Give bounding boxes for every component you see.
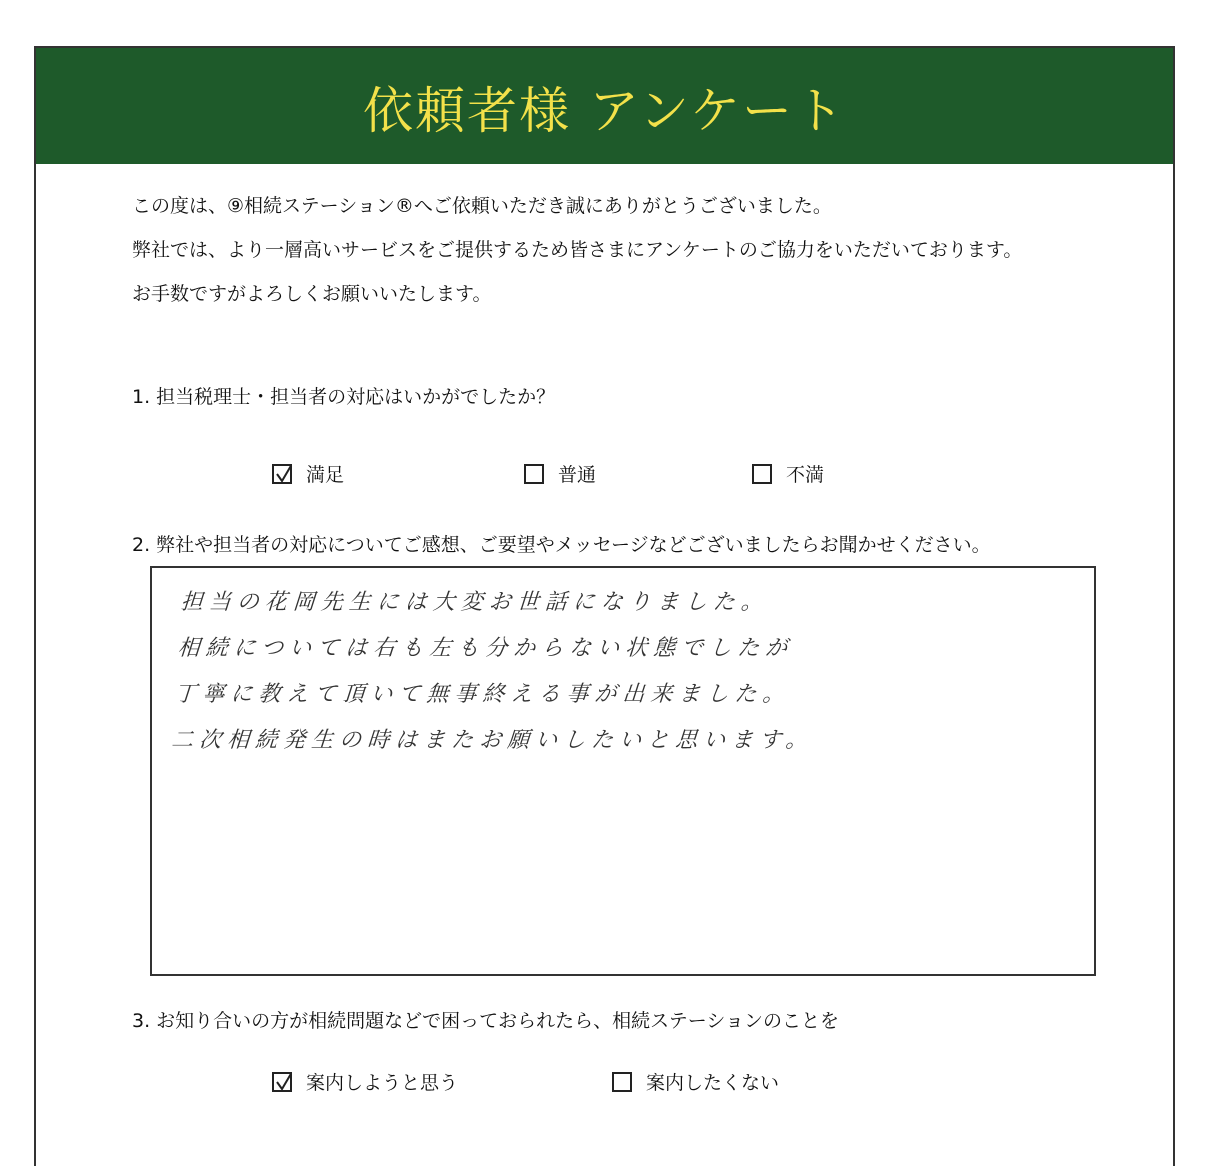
checkbox-unchecked[interactable] (524, 464, 544, 484)
question-1-label: 1. 担当税理士・担当者の対応はいかがでしたか？ (132, 386, 556, 408)
intro-line-1: この度は、⑨相続ステーション®へご依頼いただき誠にありがとうございました。 (132, 195, 832, 217)
free-answer-box[interactable] (150, 566, 1096, 976)
q3-option-not-recommend[interactable] (612, 1068, 779, 1095)
q3-option-recommend[interactable] (272, 1068, 458, 1095)
answer-line: 相続については右も左も分からない状態でしたが (176, 636, 795, 661)
checkmark-icon (275, 466, 293, 484)
answer-line: 丁寧に教えて頂いて無事終える事が出来ました。 (173, 682, 792, 707)
intro-line-2: 弊社では、より一層高いサービスをご提供するため皆さまにアンケートのご協力をいただいております。 (132, 239, 1023, 261)
q3-option-label: 案内したくない (646, 1072, 780, 1094)
intro-text (132, 184, 1022, 316)
question-3-label: 3. お知り合いの方が相続問題などで困っておられたら、相続ステーションのことを (132, 1010, 840, 1032)
q1-option-label: 普通 (558, 464, 597, 486)
survey-sheet (34, 46, 1175, 1166)
checkmark-icon (275, 1074, 293, 1092)
q1-option-normal[interactable] (524, 460, 596, 487)
handwritten-answer (170, 580, 825, 764)
checkbox-unchecked[interactable] (612, 1072, 632, 1092)
q1-option-satisfied[interactable] (272, 460, 344, 487)
q1-option-label: 満足 (306, 464, 345, 486)
q1-option-dissatisfied[interactable] (752, 460, 824, 487)
answer-line: 担当の花岡先生には大変お世話になりました。 (179, 590, 770, 615)
answer-line: 二次相続発生の時はまたお願いしたいと思います。 (170, 728, 815, 753)
checkbox-checked[interactable] (272, 1072, 292, 1092)
q1-option-label: 不満 (786, 464, 825, 486)
header-band (36, 48, 1173, 164)
question-2-label: 2. 弊社や担当者の対応についてご感想、ご要望やメッセージなどございましたらお聞かせください。 (132, 534, 991, 556)
q3-option-label: 案内しようと思う (306, 1072, 459, 1094)
checkbox-unchecked[interactable] (752, 464, 772, 484)
checkbox-checked[interactable] (272, 464, 292, 484)
intro-line-3: お手数ですがよろしくお願いいたします。 (132, 283, 492, 305)
survey-title: 依頼者様 アンケート (363, 82, 846, 140)
